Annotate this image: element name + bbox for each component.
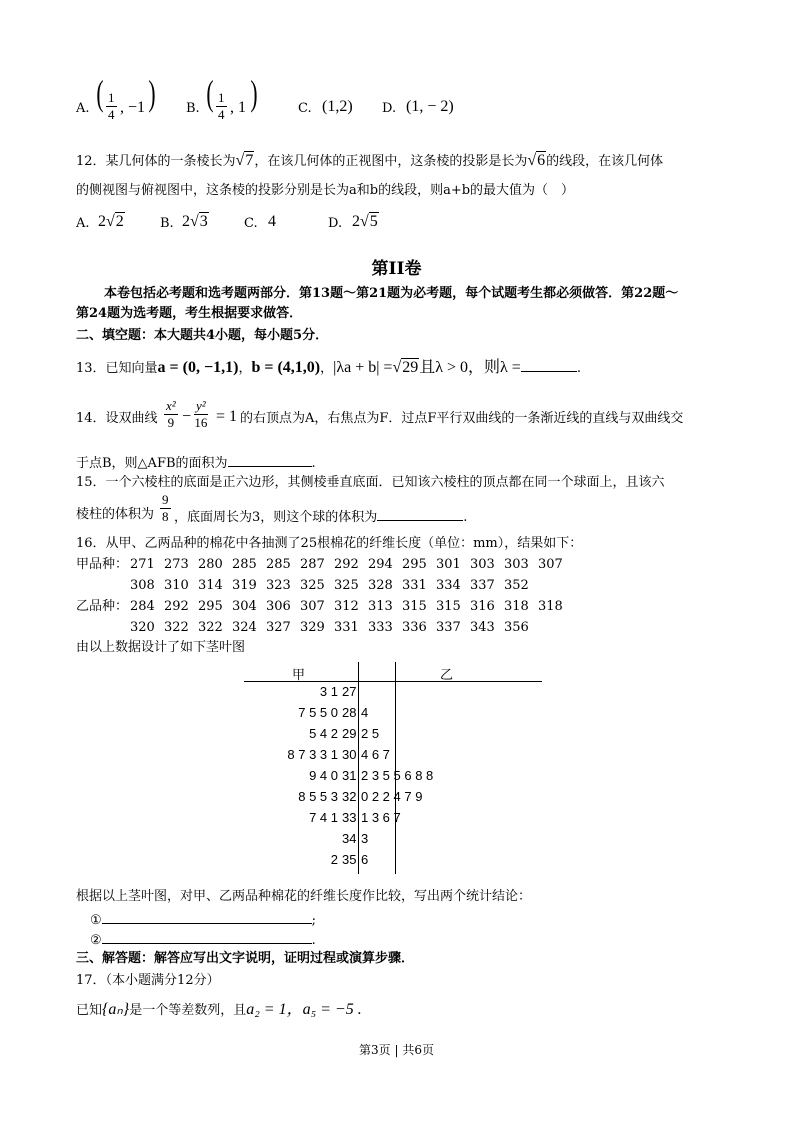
data-value: 294: [368, 557, 393, 572]
q16-after: 由以上数据设计了如下茎叶图: [76, 640, 246, 655]
data-value: 322: [164, 620, 189, 635]
data-value: 307: [300, 599, 325, 614]
yi-row-2: [130, 619, 538, 637]
data-value: 325: [300, 578, 325, 593]
data-value: 324: [232, 620, 257, 635]
conclusion-2: ② .: [90, 929, 316, 950]
stem-value: 28: [342, 705, 357, 720]
q12-line2: 的侧视图与俯视图中，这条棱的投影分别是长为a和b的线段，则a+b的最大值为（ ）: [76, 183, 575, 198]
answer-blank[interactable]: [102, 909, 312, 924]
fill-blank-heading: 二、填空题：本大题共4小题，每小题5分．: [76, 328, 329, 343]
stem-leaf-left: 2: [330, 852, 338, 867]
q11-option-d: D.: [382, 101, 397, 116]
stem-leaf-left: 8 5 5 3: [298, 789, 338, 804]
stem-leaf-left: 9 4 0: [309, 768, 338, 783]
stem-value: 29: [342, 726, 357, 741]
data-value: 295: [402, 557, 427, 572]
data-value: 323: [266, 578, 291, 593]
data-value: 292: [334, 557, 359, 572]
stem-leaf-right: 2 5: [361, 726, 380, 741]
data-value: 308: [130, 578, 155, 593]
answer-blank[interactable]: [102, 929, 312, 944]
data-value: 303: [504, 557, 529, 572]
q16-line1: 16．从甲、乙两品种的棉花中各抽测了25根棉花的纤维长度（单位：mm），结果如下：: [76, 536, 583, 551]
data-value: 273: [164, 557, 189, 572]
data-value: 316: [470, 599, 495, 614]
data-value: 318: [538, 599, 563, 614]
q15-line1: 15．一个六棱柱的底面是正六边形，其侧棱垂直底面．已知该六棱柱的顶点都在同一个球面上，且该六: [76, 475, 665, 490]
q11-option-b: B.: [186, 101, 200, 116]
q12-line1: 12．某几何体的一条棱长为√7，在该几何体的正视图中，这条棱的投影是长为√6的线段，在该几何体: [76, 152, 664, 169]
answer-blank[interactable]: [521, 357, 577, 372]
data-value: 334: [436, 578, 461, 593]
jia-row-2: [130, 577, 538, 595]
stem-value: 34: [342, 831, 357, 846]
data-value: 312: [334, 599, 359, 614]
section3-heading: 三、解答题：解答应写出文字说明，证明过程或演算步骤．: [76, 951, 415, 966]
data-value: 304: [232, 599, 257, 614]
stem-leaf-right: 1 3 6 7: [361, 810, 401, 825]
fraction: $\frac{9}{8}$: [162, 492, 169, 524]
q14-line2: 于点B，则△AFB的面积为 .: [76, 452, 316, 473]
data-value: 352: [504, 578, 529, 593]
data-value: 325: [334, 578, 359, 593]
right-paren: ): [148, 73, 156, 113]
q13: 13．已知向量a = (0, −1,1)，b = (4,1,0)，|λa + b| =√29且λ > 0，则λ = .: [76, 359, 581, 376]
yi-label: 乙品种：: [76, 599, 129, 614]
header-yi: 乙: [440, 668, 454, 683]
stem-leaf-right: 4 6 7: [361, 747, 390, 762]
data-value: 315: [402, 599, 427, 614]
q11-option-a: A.: [76, 101, 90, 116]
data-value: 315: [436, 599, 461, 614]
data-value: 328: [368, 578, 393, 593]
q11-option-c: C.: [298, 101, 312, 116]
data-value: 329: [300, 620, 325, 635]
data-value: 306: [266, 599, 291, 614]
data-value: 301: [436, 557, 461, 572]
data-value: 320: [130, 620, 155, 635]
jia-label: 甲品种：: [76, 557, 129, 572]
data-value: 356: [504, 620, 529, 635]
stem-value: 33: [342, 810, 357, 825]
data-value: 307: [538, 557, 563, 572]
data-value: 318: [504, 599, 529, 614]
fraction: $\frac{1}{4}$: [108, 90, 115, 122]
section-intro-1: 本卷包括必考题和选考题两部分．第13题～第21题为必考题，每个试题考生都必须做答．第22题～: [104, 286, 679, 301]
data-value: 292: [164, 599, 189, 614]
stem-leaf-left: 3 1: [319, 684, 338, 699]
conclusion-1: ① ;: [90, 909, 316, 930]
data-value: 303: [470, 557, 495, 572]
data-value: 327: [266, 620, 291, 635]
data-value: 287: [300, 557, 325, 572]
stem-leaf-plot: [244, 662, 542, 874]
q17-title: 17．（本小题满分12分）: [76, 973, 220, 988]
jia-row-1: [130, 556, 572, 574]
stem-value: 32: [342, 789, 357, 804]
data-value: 314: [198, 578, 223, 593]
stem-divider-left: [358, 662, 359, 874]
stem-leaf-right: 6: [361, 852, 369, 867]
data-value: 280: [198, 557, 223, 572]
data-value: 295: [198, 599, 223, 614]
data-value: 322: [198, 620, 223, 635]
data-value: 333: [368, 620, 393, 635]
q16-conclusion: 根据以上茎叶图，对甲、乙两品种棉花的纤维长度作比较，写出两个统计结论：: [76, 889, 532, 904]
stem-leaf-left: 8 7 3 3 1: [287, 747, 338, 762]
header-rule: [244, 681, 542, 682]
stem-leaf-left: 5 4 2: [309, 726, 338, 741]
data-value: 331: [402, 578, 427, 593]
data-value: 313: [368, 599, 393, 614]
answer-blank[interactable]: [228, 452, 312, 467]
yi-row-1: [130, 598, 572, 616]
answer-blank[interactable]: [377, 506, 463, 521]
data-value: 285: [232, 557, 257, 572]
stem-leaf-right: 4: [361, 705, 369, 720]
page-footer: 第3页 | 共6页: [359, 1043, 434, 1057]
data-value: 310: [164, 578, 189, 593]
stem-leaf-left: 7 4 1: [309, 810, 338, 825]
data-value: 337: [436, 620, 461, 635]
data-value: 331: [334, 620, 359, 635]
fraction-y: $\frac{\text{y²}}{16}$: [194, 398, 208, 430]
stem-value: 31: [342, 768, 357, 783]
section-intro-2: 第24题为选考题，考生根据要求做答．: [76, 306, 303, 321]
stem-leaf-right: 0 2 2 4 7 9: [361, 789, 423, 804]
data-value: 343: [470, 620, 495, 635]
data-value: 319: [232, 578, 257, 593]
stem-leaf-right: 2 3 5 5 6 8 8: [361, 768, 434, 783]
header-jia: 甲: [292, 668, 306, 683]
left-paren: (: [96, 73, 104, 113]
stem-value: 27: [342, 684, 357, 699]
section-title: 第II卷: [371, 259, 422, 279]
fraction-x: $\frac{\text{x²}}{9}$: [166, 398, 176, 430]
data-value: 284: [130, 599, 155, 614]
data-value: 337: [470, 578, 495, 593]
q17-text: 已知{aₙ}是一个等差数列，且a₂ = 1，a₅ = −5 .: [76, 1001, 362, 1018]
stem-value: 30: [342, 747, 357, 762]
data-value: 271: [130, 557, 155, 572]
stem-leaf-left: 7 5 5 0: [298, 705, 338, 720]
stem-value: 35: [342, 852, 357, 867]
data-value: 336: [402, 620, 427, 635]
data-value: 285: [266, 557, 291, 572]
stem-leaf-right: 3: [361, 831, 369, 846]
q12-options: A. 2√2 B. 2√3 C. 4 D. 2√5: [76, 213, 378, 231]
